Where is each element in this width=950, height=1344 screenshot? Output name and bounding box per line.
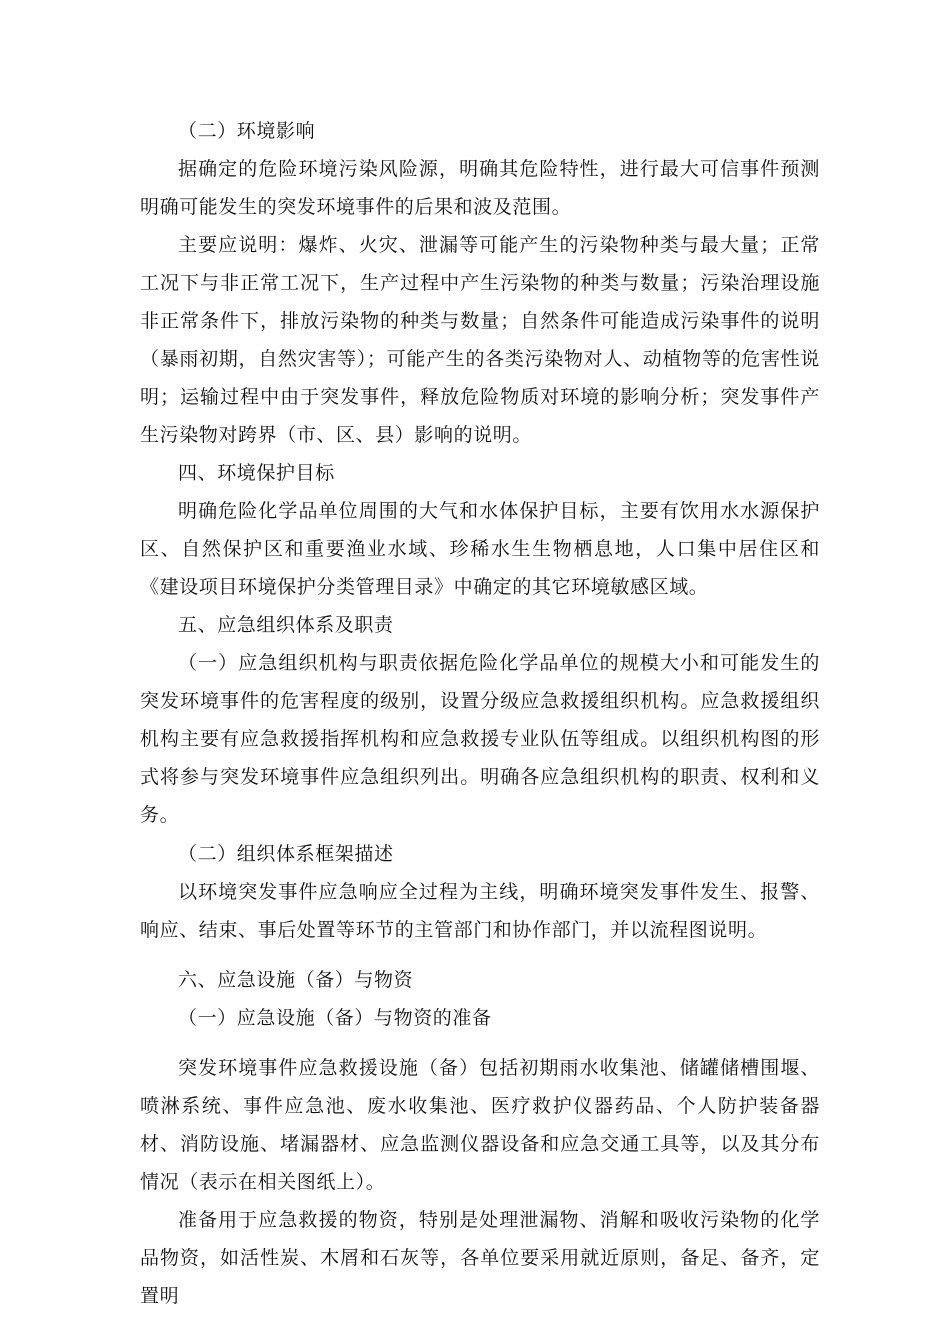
paragraph-main-explanation: 主要应说明：爆炸、火灾、泄漏等可能产生的污染物种类与最大量；正常工况下与非正常工况下，生产过程中产生污染物的种类与数量；污染治理设施非正常条件下，排放污染物的种类与数量；自然条件可能造成污染事件的说明（暴雨初期，自然灾害等）；可能产生的各类污染物对人、动植物等的危害性说明；运输过程中由于突发事件，释放危险物质对环境的影响分析；突发事件产生污染物对跨界（市、区、县）影响的说明。	[140, 234, 820, 446]
section-heading-protection-targets: 四、环境保护目标	[178, 462, 335, 484]
paragraph-organization-duties: （一）应急组织机构与职责依据危险化学品单位的规模大小和可能发生的突发环境事件的危害程度的级别，设置分级应急救援组织机构。应急救援组织机构主要有应急救援指挥机构和应急救援专业队伍等组成。以组织机构图的形式将参与突发环境事件应急组织列出。明确各应急组织机构的职责、权利和义务。	[140, 652, 820, 826]
paragraph-facilities: 突发环境事件应急救援设施（备）包括初期雨水收集池、储罐储槽围堰、喷淋系统、事件应急池、废水收集池、医疗救护仪器药品、个人防护装备器材、消防设施、堵漏器材、应急监测仪器设备和应急交通工具等，以及其分布情况（表示在相关图纸上）。	[140, 1057, 820, 1193]
section-heading-facilities: 六、应急设施（备）与物资	[178, 969, 414, 991]
section-heading-organization: 五、应急组织体系及职责	[178, 614, 394, 636]
paragraph-materials: 准备用于应急救援的物资，特别是处理泄漏物、消解和吸收污染物的化学品物资，如活性炭、木屑和石灰等，各单位要采用就近原则，备足、备齐，定置明	[140, 1209, 820, 1307]
paragraph-risk-source: 据确定的危险环境污染风险源，明确其危险特性，进行最大可信事件预测明确可能发生的突发环境事件的后果和波及范围。	[140, 158, 820, 218]
section-heading-env-impact: （二）环境影响	[178, 120, 316, 142]
document-page	[140, 112, 820, 1315]
paragraph-framework: 以环境突发事件应急响应全过程为主线，明确环境突发事件发生、报警、响应、结束、事后处置等环节的主管部门和协作部门，并以流程图说明。	[140, 881, 820, 941]
paragraph-protection-targets: 明确危险化学品单位周围的大气和水体保护目标，主要有饮用水水源保护区、自然保护区和重要渔业水域、珍稀水生生物栖息地，人口集中居住区和《建设项目环境保护分类管理目录》中确定的其它环境敏感区域。	[140, 500, 820, 598]
section-heading-facilities-prep: （一）应急设施（备）与物资的准备	[178, 1007, 492, 1029]
section-heading-framework: （二）组织体系框架描述	[178, 843, 394, 865]
